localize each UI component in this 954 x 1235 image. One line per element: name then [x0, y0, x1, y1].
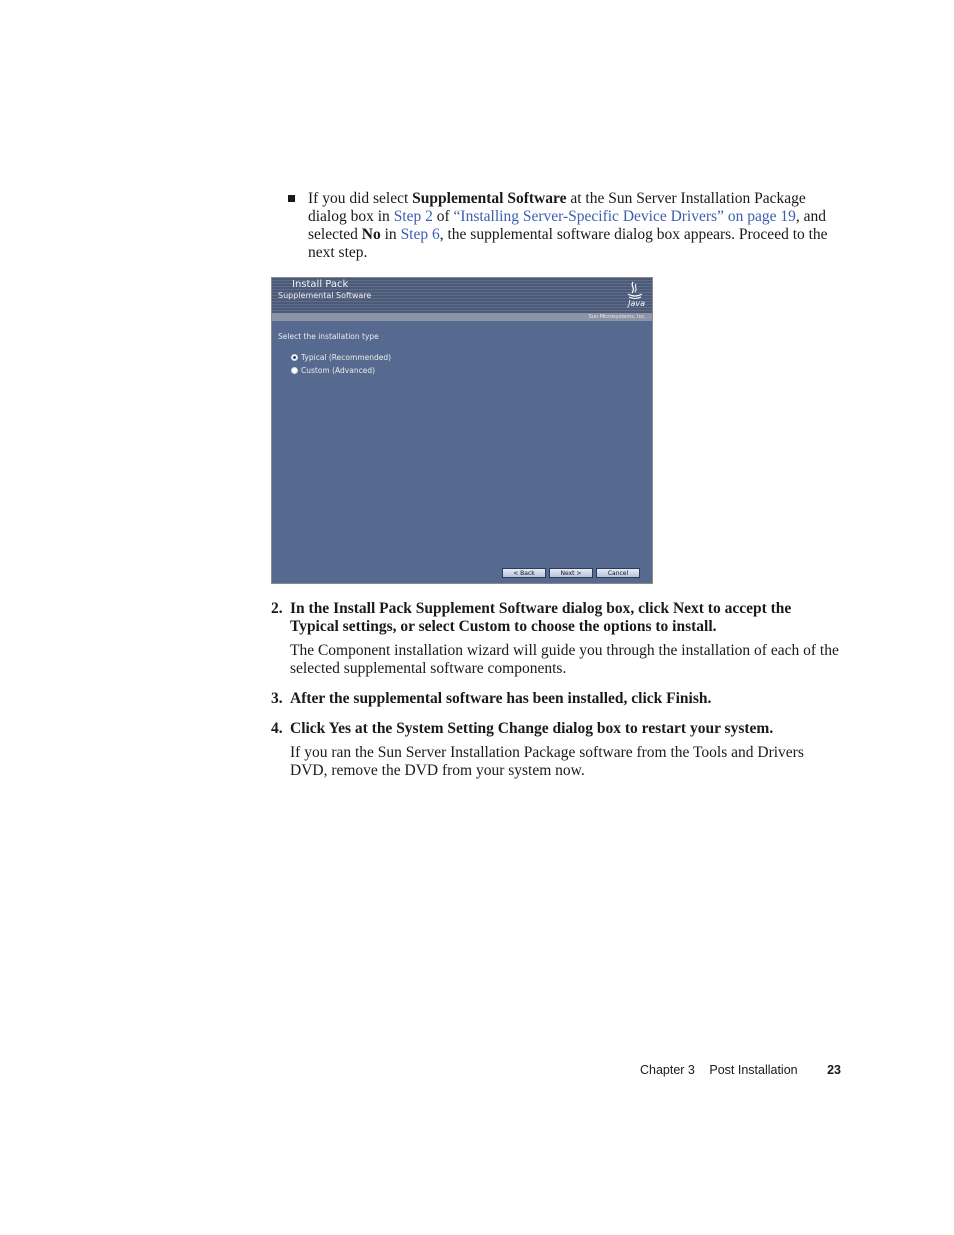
step-number: 3. [271, 690, 283, 707]
bullet-text-part: If you did select [308, 190, 413, 207]
step-body: The Component installation wizard will guide you through the installation of each of the selected supplemental software components. [290, 642, 839, 677]
link-step-2[interactable]: Step 2 [393, 208, 433, 225]
java-logo-text: Java [628, 299, 645, 308]
link-step-6[interactable]: Step 6 [400, 226, 440, 243]
radio-typical[interactable] [291, 353, 391, 362]
bullet-text-part: , and selected [308, 208, 826, 243]
radio-custom[interactable] [291, 366, 375, 375]
step-number: 4. [271, 720, 283, 737]
dialog-subtitle: Supplemental Software [278, 291, 372, 300]
radio-unselected-icon[interactable] [291, 367, 298, 374]
step-body: If you ran the Sun Server Installation Package software from the Tools and Drivers DVD, remove the DVD from your system now. [290, 744, 804, 779]
bullet-text-part: in [380, 226, 401, 243]
next-button[interactable]: Next > [549, 568, 593, 578]
step-2 [271, 600, 841, 678]
vendor-text: Sun Microsystems, Inc. [588, 314, 646, 320]
link-installing-drivers[interactable]: “Installing Server-Specific Device Drivers” on page 19 [453, 208, 796, 225]
bold-supplemental-software: Supplemental Software [412, 190, 567, 207]
radio-custom-label: Custom (Advanced) [301, 366, 376, 375]
step-instruction: In the Install Pack Supplement Software dialog box, click Next to accept the Typical settings, or select Custom to choose the options to install. [290, 600, 792, 635]
bold-no: No [361, 226, 381, 243]
page-footer [640, 1063, 841, 1077]
bullet-paragraph [288, 190, 844, 262]
step-instruction: Click Yes at the System Setting Change dialog box to restart your system. [290, 720, 774, 737]
install-pack-dialog [271, 277, 653, 584]
bullet-text-part: , the supplemental software dialog box appears. Proceed to the next step. [308, 226, 828, 261]
back-button[interactable]: < Back [502, 568, 546, 578]
radio-selected-icon[interactable] [291, 354, 298, 361]
bullet-text [308, 190, 844, 262]
cancel-button[interactable]: Cancel [596, 568, 640, 578]
footer-chapter: Chapter 3 [639, 1063, 695, 1077]
radio-typical-label: Typical (Recommended) [301, 353, 392, 362]
step-number: 2. [271, 600, 283, 617]
bullet-text-part: of [432, 208, 454, 225]
bullet-square-icon [288, 195, 295, 202]
step-4 [271, 720, 841, 780]
dialog-title: Install Pack [292, 279, 349, 290]
bullet-text-part: at the Sun Server Installation Package dialog box in [308, 190, 806, 225]
step-3 [271, 690, 841, 708]
install-type-prompt: Select the installation type [278, 332, 379, 341]
page-number: 23 [827, 1063, 841, 1077]
footer-section: Post Installation [709, 1063, 798, 1077]
step-instruction: After the supplemental software has been installed, click Finish. [290, 690, 712, 707]
